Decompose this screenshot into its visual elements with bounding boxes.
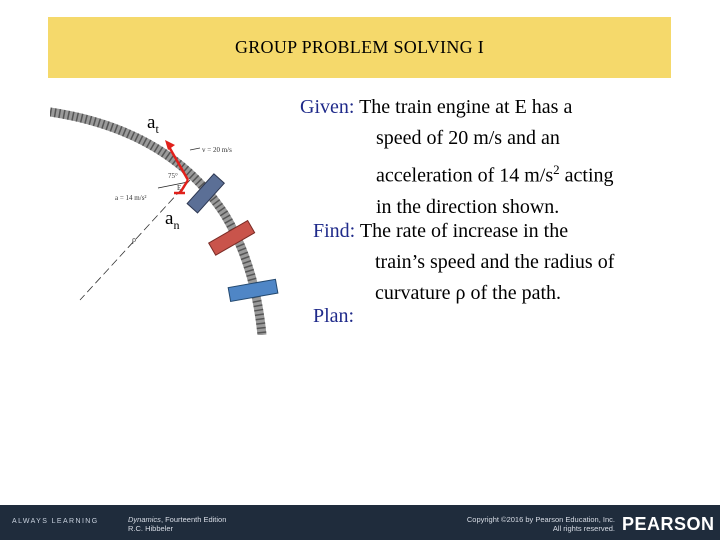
book-title-line (128, 515, 226, 524)
an-main: a (165, 208, 174, 229)
given-label: Given: (300, 96, 355, 118)
given-line-1 (300, 92, 710, 123)
book-edition: , Fourteenth Edition (160, 515, 227, 524)
an-label (165, 208, 179, 233)
copyright-notice (355, 515, 615, 533)
footer-bar (0, 505, 720, 540)
title-banner (48, 17, 671, 78)
angle-label: 75° (168, 172, 178, 180)
acceleration-label: a = 14 m/s² (115, 194, 147, 202)
plan-step-3: 3. Calculate ρ from the normal component of the acceleration. (78, 407, 551, 428)
pearson-logo: PEARSON (622, 514, 715, 534)
train-figure (50, 90, 280, 335)
given-text-2: speed of 20 m/s and an (376, 127, 560, 149)
copyright-line-1: Copyright ©2016 by Pearson Education, Inc. (466, 515, 615, 524)
find-label: Find: (313, 220, 356, 242)
given-line-3 (300, 154, 710, 192)
at-main: a (147, 112, 156, 133)
velocity-label: v = 20 m/s (202, 146, 232, 154)
book-author: R.C. Hibbeler (128, 524, 174, 533)
given-text-3-sup: 2 (553, 162, 560, 177)
tangential-arrowhead (165, 140, 175, 150)
given-text-1: The train engine at E has a (359, 96, 573, 118)
find-line-1 (313, 216, 713, 247)
plan-step-1: 1. Determine the tangential and normal components of the acceleration. (78, 347, 622, 368)
find-text-3: curvature ρ of the path. (375, 282, 562, 304)
plan-label: Plan: (313, 305, 355, 327)
at-sub: t (155, 121, 159, 136)
at-label (147, 112, 159, 137)
page-title: GROUP PROBLEM SOLVING I (234, 37, 485, 57)
given-text-3-tail: acting (559, 164, 614, 187)
find-section (313, 216, 713, 309)
point-label: E (177, 184, 182, 192)
rho-label: ρ (132, 235, 136, 244)
given-section (300, 92, 710, 223)
plan-steps (78, 343, 693, 433)
copyright-line-2: All rights reserved. (552, 524, 615, 533)
given-text-3: acceleration of 14 m/s (376, 164, 554, 187)
plan-section (313, 301, 354, 332)
find-text-2: train’s speed and the radius of (375, 251, 615, 273)
plan-step-2: 2. Calculate v̇ from the tangential component of the acceleration. (78, 377, 572, 398)
book-title: Dynamics (128, 515, 161, 524)
given-text-4: in the direction shown. (376, 195, 560, 218)
velocity-leader (190, 148, 200, 150)
an-sub: n (173, 217, 180, 232)
always-learning-text: ALWAYS LEARNING (12, 518, 99, 525)
book-info (128, 515, 226, 533)
find-text-1: The rate of increase in the (359, 220, 569, 242)
